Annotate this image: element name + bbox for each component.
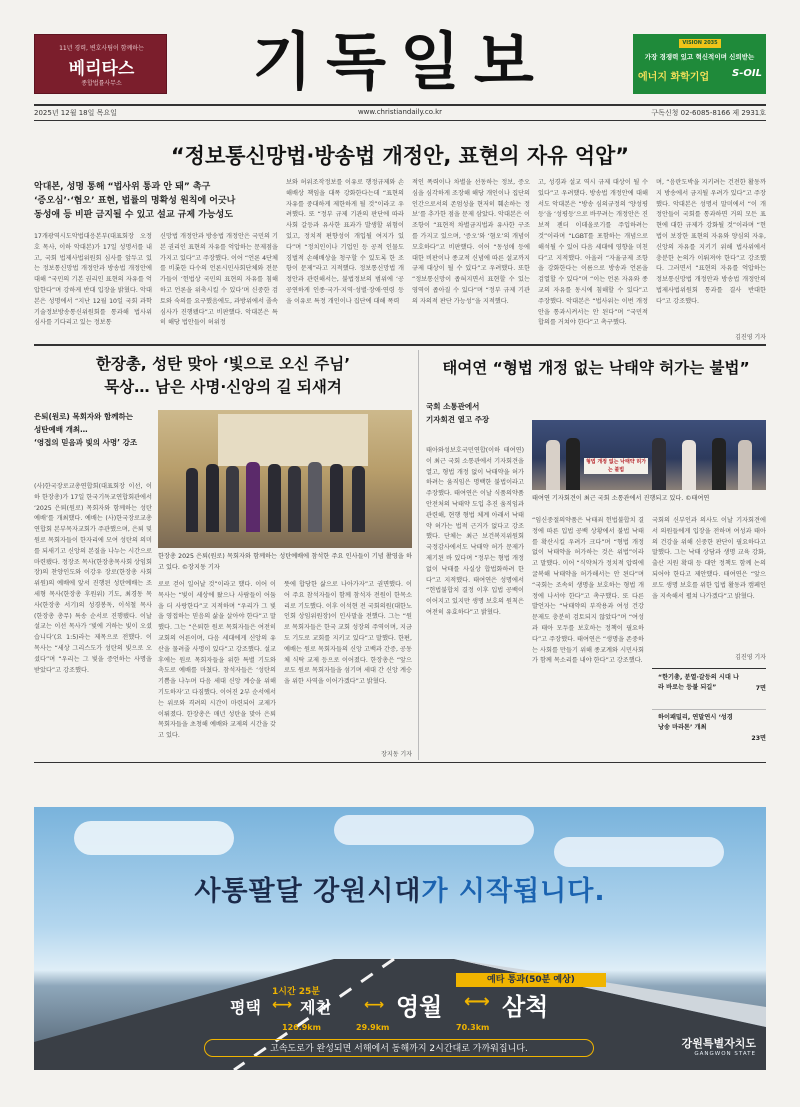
photo-figure [308, 462, 322, 532]
city-jecheon: 제천 [300, 998, 331, 1017]
ad-left-tagline: 11년 경력, 변호사팀이 함께하는 [59, 45, 144, 52]
right-story-photo[interactable] [532, 420, 766, 490]
photo-figure [712, 438, 726, 490]
gangwon-logo-en: GANGWON STATE [694, 1051, 756, 1057]
lead-col-5: 고, 성경과 설교 역시 규제 대상이 될 수 있다”고 우려했다. 방송법 개정안에 대해서도 악대본은 “방송 심의규정의 ‘양성평등’을 ‘성평등’으로 바꾸려는 개정안은 진보적 젠더 이데올로기를 주입하려는 것”이라며 “LGBT를 포함하는 개념으로 해석될 수 있어 다음 세대에 영향을 미친다”고 지적했다. 아울러 “자율규제 조항을 강화한다는 이름으로 방송과 언론을 검열할 수 있다”며 “이는 언론 자유와 종교의 자유를 동시에 침해할 수 있다”고 주장했다. 악대본은 “법사위는 이번 개정안을 통과시켜서는 안 된다”며 “국민적 합의를 거쳐야 한다”고 촉구했다. [538, 179, 648, 327]
lead-deck-3: 동성애 등 비판 금지될 수 있고 설교 규제 가능성도 [34, 210, 233, 220]
left-story-photo[interactable] [158, 410, 412, 548]
soil-logo: S-OIL [732, 68, 762, 79]
photo-figure [738, 440, 752, 490]
ad-right-soil[interactable] [633, 34, 766, 94]
arrow-icon: ⟷ [364, 997, 385, 1013]
ad-headline-a: 사통팔달 강원시대 [194, 876, 422, 907]
ad-headline [34, 869, 766, 908]
left-story-col-2: 로로 걷어 일어날 것”이라고 했다. 이어 이 목사는 “빛이 세상에 왔으나 사람들이 어둠을 더 사랑한다”고 지적하며 “우리가 그 빛을 영접하는 믿음의 삶을 살아야 한다”고 말했다. 그는 “은퇴한 원로 목회자들은 여전히 교회의 어른이며, 다음 세대에게 신앙의 유산을 물려줄 사명이 있다”고 강조했다. 설교 후에는 원로 목회자들을 위한 특별 기도와 축도로 예배를 마쳤다. 참석자들은 ‘성탄의 기쁨을 나누며 다음 세대 신앙 계승을 위해 기도하자’고 다짐했다. 이어진 2부 순서에서는 위로와 격려의 시간이 마련되어 교제가 이뤄졌다. 한장총은 매년 성탄을 맞아 은퇴 목회자들을 초청해 예배와 교제의 시간을 갖고 있다. [158, 581, 276, 740]
ad-right-tagline: 가장 경쟁력 있고 혁신적이며 신뢰받는 [644, 53, 755, 61]
photo-figure [330, 464, 343, 532]
right-story-caption: 태여연 기자회견이 최근 국회 소통관에서 진행되고 있다. ©태여연 [532, 495, 710, 502]
site-url[interactable]: www.christiandaily.co.kr [357, 108, 443, 116]
city-samcheok: 삼척 [502, 993, 549, 1021]
right-story-headline[interactable]: 태여연 “형법 개정 없는 낙태약 허가는 불법” [442, 359, 750, 377]
photo-figure [352, 466, 365, 532]
lead-byline: 김진영 기자 [735, 334, 766, 341]
right-story-decks [426, 400, 546, 426]
photo-figure [268, 464, 281, 532]
sidebar-item-1-page: 7면 [755, 685, 766, 692]
ad-left-veritas[interactable] [34, 34, 167, 94]
lead-col-4: 적인 폭력이나 차별을 선동하는 정보, 증오심을 심각하게 조장해 해당 개인이나 집단의 인간으로서의 존엄성을 현저히 훼손하는 정보’를 추가한 점을 문제 삼았다. 악대본은 이 조항이 “표현적 차별금지법과 유사한 구조를 가지고 있으며, ‘증오’와 ‘혐오’의 개념이 모호하다”고 비판했다. 이어 “동성애 등에 대한 비판이나 종교적 신념에 따른 설교까지 규제 대상이 될 수 있다”고 우려했다. 또한 “정보통신망이 좁혀지면서 표현할 수 있는 영역이 좁아질 수 있다”며 “정부 규제 기관의 자의적 판단 가능성”을 지적했다. [412, 179, 530, 305]
arrow-icon: ⟷ [272, 997, 293, 1013]
right-story-col-1: 태아와성보호국민연합(이하 태여연)이 최근 국회 소통관에서 기자회견을 열고, 형법 개정 없이 낙태약을 허가하려는 움직임은 명백한 불법이라고 주장했다. 태여연은 이날 식품의약품안전처의 낙태약 도입 추진 움직임과 관련해, 현행 형법 체계 아래서 낙태약 허가는 법적 근거가 없다고 강조했다. 단체는 최근 보건복지위원회 국정감사에서도 낙태약 허가 문제가 제기된 바 있다며 “정부는 형법 개정 없이 낙태를 사실상 합법화하려 한다”고 지적했다. 태여연은 성명에서 “헌법불합치 결정 이후 입법 공백이 이어지고 있지만 생명 보호의 원칙은 여전히 유효하다”고 밝혔다. [426, 447, 524, 616]
issue-date: 2025년 12월 18일 목요일 [34, 109, 117, 117]
lead-col-3: 보와 허위조작정보를 이유로 행정규제와 손해배상 책임을 대폭 강화한다는데 “표현의 자유를 중대하게 제한하게 될 것”이라고 우려했다. 또 “정부 규제 기관의 판단에 따라 사회 갈등과 유사한 표과가 발생할 위험이 있고, 정치적 편향성이 개입될 여지가 있다”며 “정치인이나 기업인 등 공적 인물도 징벌적 손해배상을 청구할 수 있도록 한 조항이 문제”라고 지적했다. 정보통신망법 개정안과 관련해서는, 불법정보의 범위에 ‘공공연하게 인종·국가·지역·성별·장애·연령 등을 이유로 특정 개인이나 집단에 대해 폭력 [286, 179, 404, 305]
subscription-info: 구독신청 02-6085-8166 제 2931호 [651, 109, 766, 117]
photo-protest-banner: 형법 개정 없는 낙태약 허가는 불법 [585, 459, 647, 473]
lead-col-1: 17개광역시도악법대응본부(대표회장 오정호 목사, 이하 악대본)가 17일 성명서를 내고, 국회 법제사법위원회 심사를 앞두고 있는 정보통신망법 개정안과 방송법 개정안에 대해 “국민의 기본 권리인 표현의 자유를 억압한다”며 강하게 반대 입장을 밝혔다. 악대본은 성명에서 “지난 12월 10일 국회 과학기술정보방송통신위원회를 통과해 법사위 심사를 기다리고 있는 정보통 [34, 233, 152, 327]
distance-3: 70.3km [456, 1023, 490, 1032]
photo-figure [566, 438, 580, 490]
left-story-caption: 한장총 2025 은퇴(원로) 목회자와 함께하는 성탄예배에 참석한 주요 인사들이 기념 촬영을 하고 있다. ©장지동 기자 [158, 553, 412, 571]
arrow-icon: ⟷ [464, 991, 490, 1012]
ad-right-badge: VISION 2035 [679, 39, 721, 48]
section-rule-2 [34, 762, 766, 763]
distance-1: 126.9km [282, 1023, 321, 1032]
masthead-title: 기독일보 [252, 25, 548, 98]
distance-2: 29.9km [356, 1023, 390, 1032]
sidebar-item-2-page: 23면 [751, 735, 766, 742]
masthead-rule-top [34, 104, 766, 106]
left-deck-1: 은퇴(원로) 목회자와 함께하는 [34, 412, 134, 421]
photo-figure [682, 440, 696, 490]
photo-figure [186, 468, 198, 532]
ad-yeye-label: 예타 통과(50분 예상) [456, 973, 606, 987]
ad-right-main: 에너지 화학기업 [638, 72, 710, 83]
ad-time-label: 1시간 25분 [272, 987, 321, 997]
photo-figure [226, 466, 239, 532]
lead-deck-2: ‘증오심’·‘혐오’ 표현, 법률의 명확성 원칙에 어긋나 [34, 196, 236, 206]
sidebar-teasers [652, 668, 766, 756]
photo-figure [288, 466, 301, 532]
lead-col-2: 신망법 개정안과 방송법 개정안은 국민의 기본 권리인 표현의 자유를 억압하는 문제점을 가지고 있다”고 주장했다. 이어 “언론 4단체를 비롯한 다수의 언론시민사회단체와 전문가들이 ‘헌법상 국민의 표현의 자유를 침해하고 언론을 위축시킬 수 있다’며 신중한 검토와 숙의를 요구했음에도, 과방위에서 졸속 심사가 진행됐다”고 비판했다. 악대본은 특히 해당 법안들이 허위정 [160, 233, 278, 327]
ad-gangwon[interactable] [34, 807, 766, 1070]
section-rule-1 [34, 344, 766, 346]
right-story-byline: 김진영 기자 [735, 654, 766, 661]
ad-tagline: 고속도로가 완성되면 서해에서 동해까지 2시간대로 가까워집니다. [204, 1039, 594, 1057]
right-story-col-3: 국회의 신부인과 의사도 이날 기자회견에서 의원들에게 입장을 전하며 여성과 태아의 건강을 위해 신중한 판단이 필요하다고 말했다. 그는 낙태 상담과 생명 교육 강화, 출산 지원 확대 등 대안 정책도 함께 논의되어야 한다고 제안했다. 태여연은 “앞으로도 생명 보호를 위한 입법 활동과 캠페인을 지속해서 펼쳐 나가겠다”고 밝혔다. [652, 517, 766, 600]
photo-figure [652, 438, 666, 490]
city-pyeongtaek: 평택 [230, 998, 261, 1017]
lead-decks [34, 180, 284, 222]
left-story-col-3: 뜻에 합당한 삶으로 나아가자”고 권면했다. 이어 주요 참석자들이 함께 참석자 전원이 한목소리로 기도했다. 이후 이석현 전 국회의원(대한노인회 상임위원장)이 인사말을 전했다. 그는 “원로 목회자들은 한국 교회 성장의 주역이며, 지금도 기도로 교회를 지키고 있다”고 말했다. 한편, 예배는 원로 목회자들의 신앙 고백과 간증, 공동체 식탁 교제 등으로 이어졌다. 한장총은 “앞으로도 원로 목회자들을 섬기며 세대 간 신앙 계승을 위한 사역을 이어가겠다”고 밝혔다. [284, 581, 412, 686]
sidebar-item-2-title[interactable]: 하이패밀리, 연말연시 ‘성경 낭송 마라톤’ 개최 [658, 714, 733, 731]
photo-figure [246, 462, 260, 532]
photo-figure [546, 440, 560, 490]
left-story-byline: 장지동 기자 [381, 751, 412, 758]
left-story-headline-1[interactable]: 한장총, 성탄 맞아 ‘빛으로 오신 주님’ [95, 355, 351, 373]
lead-headline[interactable]: “정보통신망법·방송법 개정안, 표현의 자유 억압” [170, 144, 630, 168]
road-graphic [34, 807, 766, 1070]
ad-left-brand: 베리타스 [68, 59, 135, 79]
right-story-col-2: “임신중절의약품은 낙태죄 헌법불합치 결정에 따른 입법 공백 상황에서 불법 낙태를 확산시킬 우려가 크다”며 “형법 개정 없이 낙태약을 허가하는 것은 위법”이라고 말했다. 이어 “식약처가 정치적 압력에 굴복해 낙태약을 허가해서는 안 된다”며 “국회는 조속히 생명을 보호하는 형법 개정에 나서야 한다”고 촉구했다. 또 다른 발언자는 “낙태약의 부작용과 여성 건강 문제도 충분히 검토되지 않았다”며 “여성과 태아 모두를 보호하는 정책이 필요하다”고 주장했다. 태여연은 “생명을 존중하는 사회를 만들기 위해 종교계와 시민사회가 함께 목소리를 내야 한다”고 강조했다. [532, 517, 644, 665]
left-story-decks [34, 410, 154, 449]
left-deck-2: 성탄예배 개최… [34, 425, 88, 434]
left-story-headline-2[interactable]: 묵상… 남은 사명·신앙의 길 되새겨 [104, 378, 342, 396]
photo-figure [206, 464, 219, 532]
ad-left-sub: 종합법률사무소 [81, 80, 122, 87]
sidebar-divider [652, 709, 766, 710]
lead-col-6: 며, “음란도박을 지키려는 건전한 활동까지 방송에서 금지될 우려가 있다”고 주장했다. 악대본은 성명서 말미에서 “이 개정안들이 국회를 통과하면 거의 모든 표현에 대한 규제가 강화될 것”이라며 “헌법이 보장한 표현의 자유와 양심의 자유, 신앙의 자유를 지키기 위해 법사위에서 충분한 논의가 이뤄져야 한다”고 강조했다. 그러면서 “표현의 자유를 억압하는 정보통신망법 개정안과 방송법 개정안의 법제사법위원회 통과를 결사 반대한다”고 강조했다. [656, 179, 766, 305]
ad-headline-b: 가 시작됩니다. [421, 876, 606, 907]
right-deck-1: 국회 소통관에서 [426, 402, 480, 411]
sidebar-item-1-title[interactable]: “한기총, 분열·갈등의 시대 나라 바로는 등불 되길” [658, 674, 739, 691]
photo-backdrop [218, 414, 368, 466]
gangwon-logo: 강원특별자치도 [681, 1037, 756, 1050]
lead-deck-1: 악대본, 성명 통해 “법사위 통과 안 돼” 촉구 [34, 182, 211, 192]
left-deck-3: ‘영접의 믿음과 빛의 사명’ 강조 [34, 438, 138, 447]
masthead-rule-bottom [34, 120, 766, 121]
right-deck-2: 기자회견 열고 주장 [426, 415, 490, 424]
left-story-col-1: (사)한국장로교총연합회(대표회장 이선, 이하 한장총)가 17일 한국기독교연합회관에서 ‘2025 은퇴(원로) 목회자와 함께하는 성탄예배’를 개최했다. 예배는 (사)한국장로교총연합회 본부목자교회가 주관했으며, 은퇴 및 원로 목회자들이 한자리에 모여 성탄의 의미를 되새기고 신앙의 본질을 나누는 시간으로 마련됐다. 정장조 목사(한장총목사회 상임회장)의 찬양인도와 이강우 장로(한장총 사회위원)의 예배에 앞서 진행된 성탄예배는 조세형 목사(한장총 후원위) 기도, 최경동 목사(한장총 서기)의 성경봉독, 이석철 목사(한장총 총무) 특송 순서로 진행됐다. 이날 설교는 이선 목사가 ‘빛에 거하는 빛이 오셨습니다’(요 1:5)라는 제목으로 전했다. 이 목사는 “세상 그리스도가 성탄의 빛으로 오셨다”며 “우리는 그 빛을 증언하는 사명을 받았다”고 강조했다. [34, 483, 152, 674]
column-divider [418, 350, 419, 760]
city-yeongwol: 영월 [396, 993, 443, 1021]
